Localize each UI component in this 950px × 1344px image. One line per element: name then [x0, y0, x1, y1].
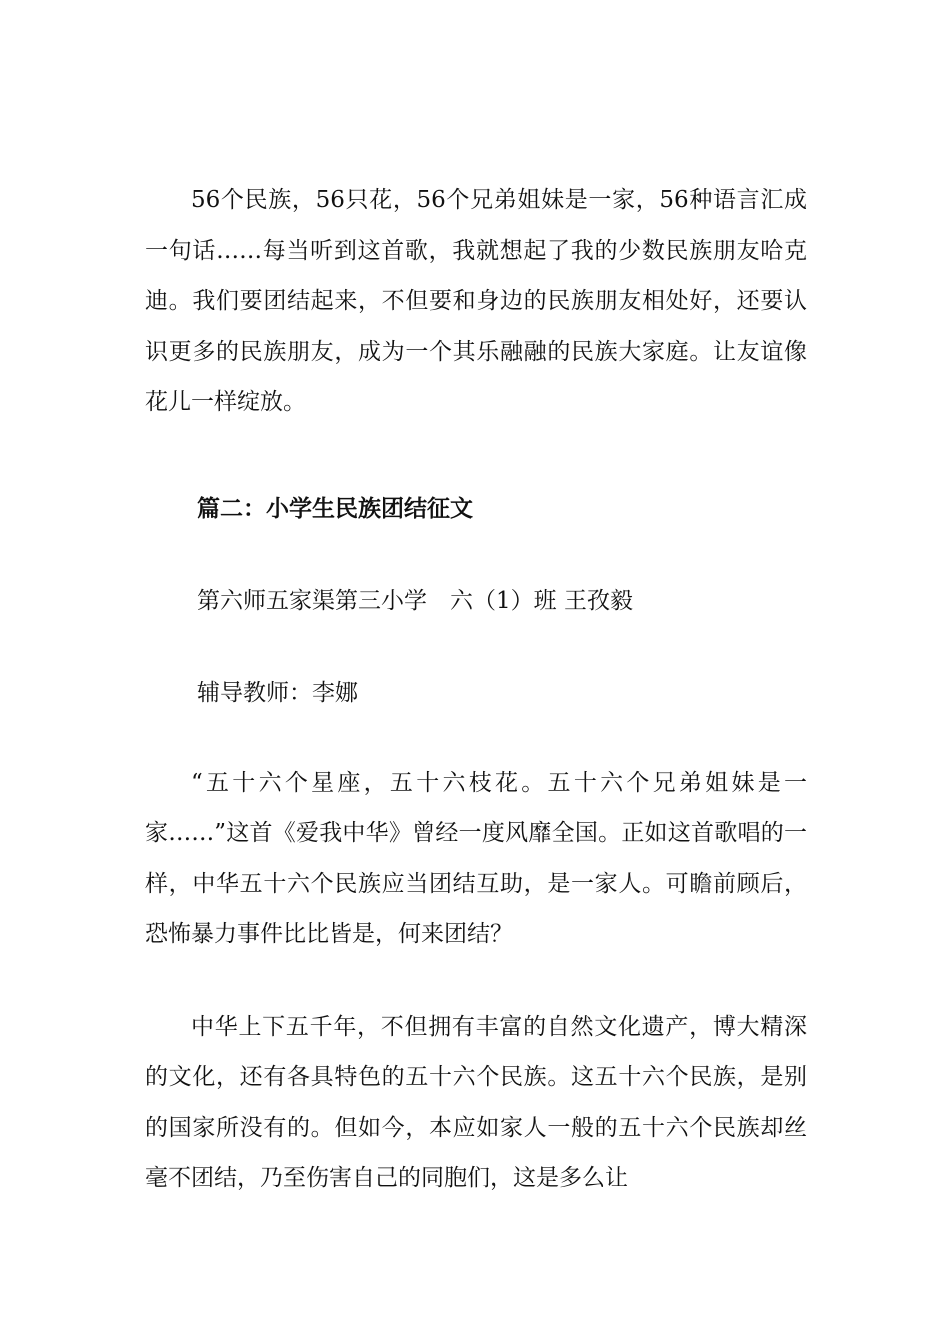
teacher-line: 辅导教师：李娜 [197, 679, 358, 706]
document-page [145, 175, 807, 1204]
spacer [145, 626, 807, 668]
spacer [145, 428, 807, 484]
author-line: 第六师五家渠第三小学 六（1）班 王孜毅 [197, 587, 633, 614]
spacer [145, 718, 807, 758]
paragraph-intro: 56个民族，56只花，56个兄弟姐妹是一家，56种语言汇成一句话……每当听到这首歌，我就想起了我的少数民族朋友哈克迪。我们要团结起来，不但要和身边的民族朋友相处好，还要认识更多的民族朋友，成为一个其乐融融的民族大家庭。让友谊像花儿一样绽放。 [145, 187, 807, 415]
paragraph-song: “五十六个星座，五十六枝花。五十六个兄弟姐妹是一家……”这首《爱我中华》曾经一度风靡全国。正如这首歌唱的一样，中华五十六个民族应当团结互助，是一家人。可瞻前顾后，恐怖暴力事件比比皆是，何来团结？ [145, 769, 807, 947]
spacer [145, 960, 807, 1002]
paragraph-history: 中华上下五千年，不但拥有丰富的自然文化遗产，博大精深的文化，还有各具特色的五十六个民族。这五十六个民族，是别的国家所没有的。但如今，本应如家人一般的五十六个民族却丝毫不团结，乃至伤害自己的同胞们，这是多么让 [145, 1013, 807, 1191]
section-heading: 篇二：小学生民族团结征文 [197, 495, 473, 522]
spacer [145, 534, 807, 576]
